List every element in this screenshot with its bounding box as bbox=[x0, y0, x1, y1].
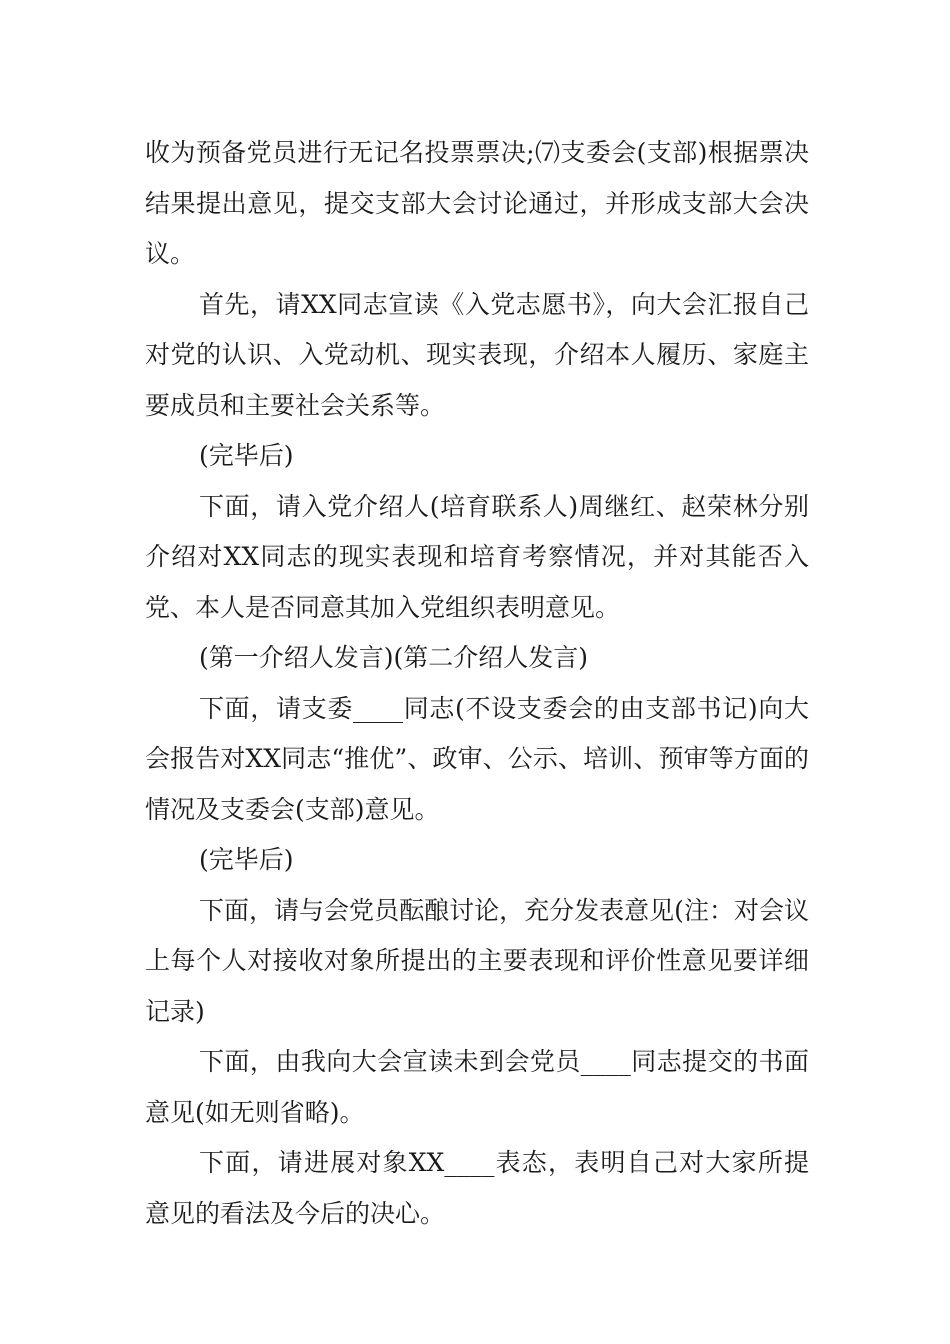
document-body bbox=[145, 128, 809, 1239]
paragraph: (完毕后) bbox=[199, 441, 294, 470]
paragraph: 下面，请与会党员酝酿讨论，充分发表意见(注：对会议上每个人对接收对象所提出的主要表现和评价性意见要详细记录) bbox=[145, 895, 809, 1026]
paragraph: 下面，请入党介绍人(培育联系人)周继红、赵荣林分别介绍对XX同志的现实表现和培育考察情况，并对其能否入党、本人是否同意其加入党组织表明意见。 bbox=[145, 491, 809, 622]
paragraph: (完毕后) bbox=[199, 845, 294, 874]
paragraph-continuation: 收为预备党员进行无记名投票票决;⑺支委会(支部)根据票决结果提出意见，提交支部大会讨论通过，并形成支部大会决议。 bbox=[145, 138, 809, 268]
paragraph: (第一介绍人发言)(第二介绍人发言) bbox=[199, 643, 589, 672]
paragraph: 下面，由我向大会宣读未到会党员____同志提交的书面意见(如无则省略)。 bbox=[145, 1047, 809, 1127]
paragraph: 下面，请进展对象XX____表态，表明自己对大家所提意见的看法及今后的决心。 bbox=[145, 1148, 809, 1228]
paragraph: 下面，请支委____同志(不设支委会的由支部书记)向大会报告对XX同志“推优”、政审、公示、培训、预审等方面的情况及支委会(支部)意见。 bbox=[145, 693, 809, 824]
paragraph: 首先，请XX同志宣读《入党志愿书》，向大会汇报自己对党的认识、入党动机、现实表现，介绍本人履历、家庭主要成员和主要社会关系等。 bbox=[145, 289, 809, 420]
